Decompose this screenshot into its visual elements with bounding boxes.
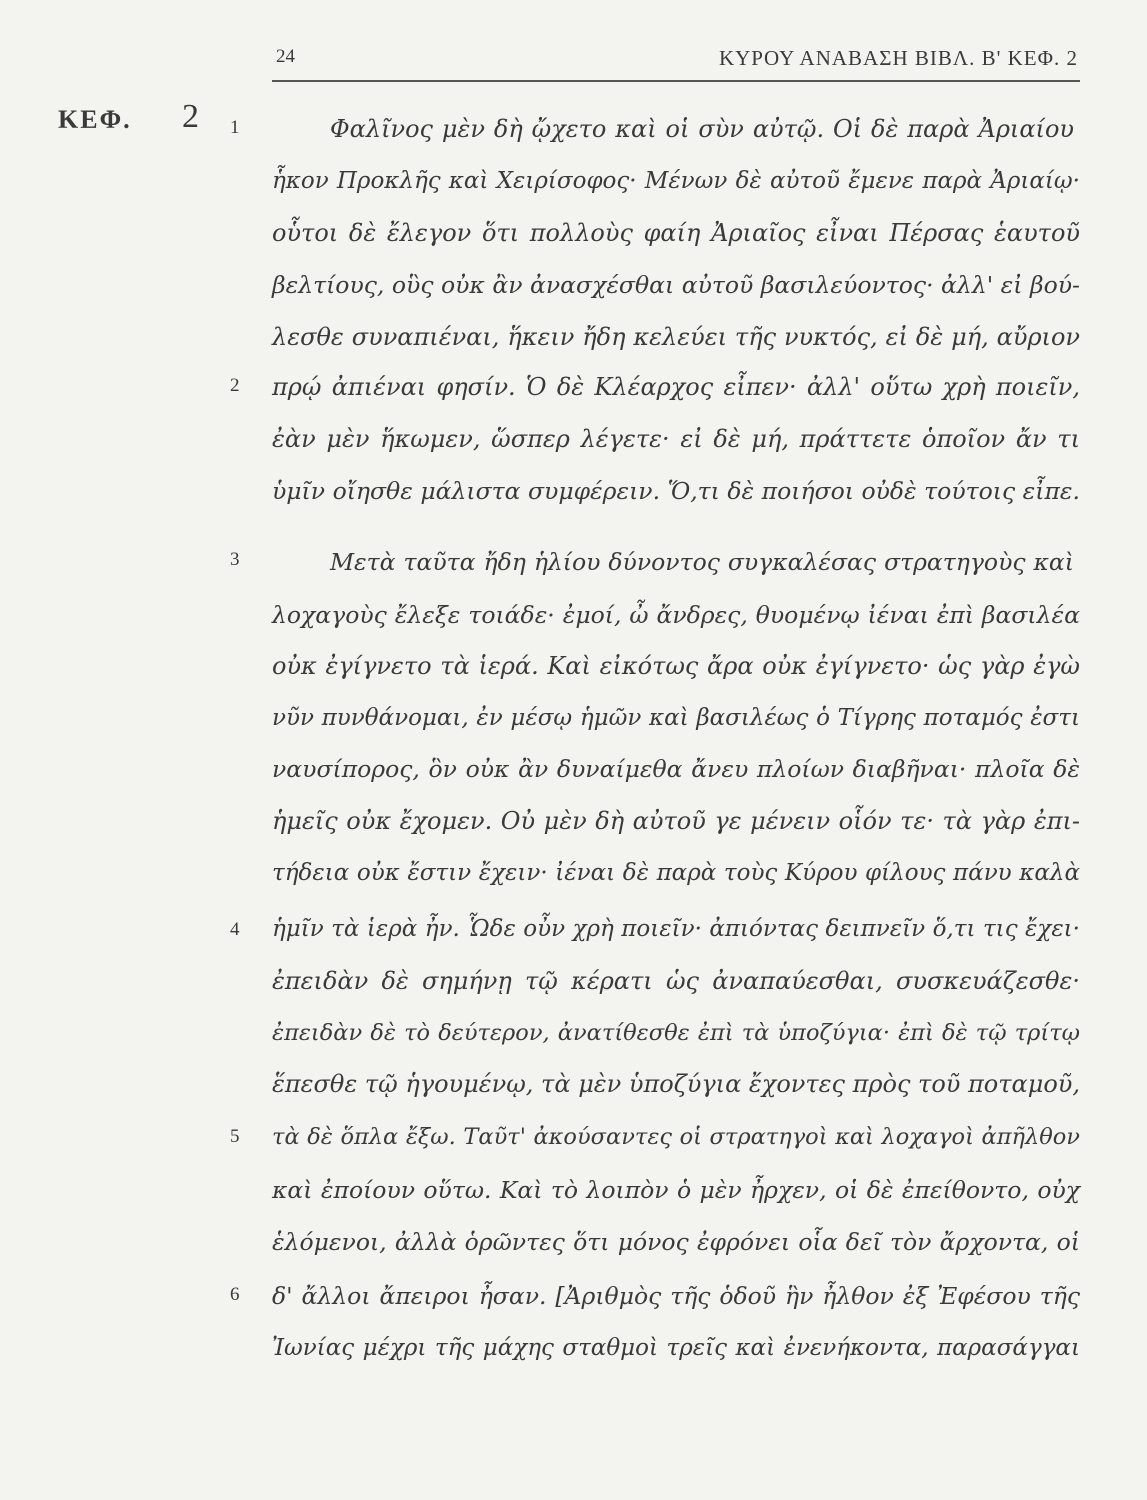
text-line: ἡμῖν τὰ ἱερὰ ἦν. Ὧδε οὖν χρὴ ποιεῖν· ἀπιόντας δειπνεῖν ὅ,τι τις ἔχει· [272,916,1080,942]
section-number: 6 [230,1284,240,1305]
text-line: Φαλῖνος μὲν δὴ ᾤχετο καὶ οἱ σὺν αὐτῷ. Οἱ δὲ παρὰ Ἀριαίου [330,115,1074,143]
text-line: λεσθε συναπιέναι, ἥκειν ἤδη κελεύει τῆς νυκτός, εἰ δὲ μή, αὔριον [272,323,1080,351]
text-line: νῦν πυνθάνομαι, ἐν μέσῳ ἡμῶν καὶ βασιλέως ὁ Τίγρης ποταμός ἐστι [272,705,1080,731]
text-line: πρῴ ἀπιέναι φησίν. Ὁ δὲ Κλέαρχος εἶπεν· ἀλλ' οὕτω χρὴ ποιεῖν, [272,373,1080,401]
section-number: 1 [230,117,240,138]
text-line: Μετὰ ταῦτα ἤδη ἡλίου δύνοντος συγκαλέσας στρατηγοὺς καὶ [330,548,1074,576]
text-line: δ' ἄλλοι ἄπειροι ἦσαν. [Ἀριθμὸς τῆς ὁδοῦ ἣν ἦλθον ἐξ Ἐφέσου τῆς [272,1282,1080,1310]
text-line: Ἰωνίας μέχρι τῆς μάχης σταθμοὶ τρεῖς καὶ ἐνενήκοντα, παρασάγγαι [272,1335,1080,1361]
text-line: οὐκ ἐγίγνετο τὰ ἱερά. Καὶ εἰκότως ἄρα οὐκ ἐγίγνετο· ὡς γὰρ ἐγὼ [272,652,1080,680]
text-line: ἑλόμενοι, ἀλλὰ ὁρῶντες ὅτι μόνος ἐφρόνει οἷα δεῖ τὸν ἄρχοντα, οἱ [272,1228,1080,1256]
section-number: 4 [230,919,240,940]
text-line: ἐπειδὰν δὲ σημήνῃ τῷ κέρατι ὡς ἀναπαύεσθαι, συσκευάζεσθε· [272,967,1080,995]
text-line: τὰ δὲ ὅπλα ἔξω. Ταῦτ' ἀκούσαντες οἱ στρατηγοὶ καὶ λοχαγοὶ ἀπῆλθον [272,1124,1080,1150]
text-line: ὑμῖν οἴησθε μάλιστα συμφέρειν. Ὅ,τι δὲ ποιήσοι οὐδὲ τούτοις εἶπε. [272,477,1080,505]
page-number: 24 [276,46,295,67]
page-header [272,40,1080,82]
chapter-number: 2 [182,98,199,135]
text-line: καὶ ἐποίουν οὕτω. Καὶ τὸ λοιπὸν ὁ μὲν ἦρχεν, οἱ δὲ ἐπείθοντο, οὐχ [272,1176,1080,1204]
section-number: 5 [230,1126,240,1147]
section-number: 3 [230,549,240,570]
chapter-label: ΚΕΦ. [58,105,132,134]
text-line: οὗτοι δὲ ἔλεγον ὅτι πολλοὺς φαίη Ἀριαῖος εἶναι Πέρσας ἑαυτοῦ [272,219,1080,247]
text-line: ἐὰν μὲν ἥκωμεν, ὥσπερ λέγετε· εἰ δὲ μή, πράττετε ὁποῖον ἄν τι [272,425,1080,453]
text-line: λοχαγοὺς ἔλεξε τοιάδε· ἐμοί, ὦ ἄνδρες, θυομένῳ ἰέναι ἐπὶ βασιλέα [272,601,1080,629]
text-line: ἐπειδὰν δὲ τὸ δεύτερον, ἀνατίθεσθε ἐπὶ τὰ ὑποζύγια· ἐπὶ δὲ τῷ τρίτῳ [272,1020,1080,1046]
text-line: τήδεια οὐκ ἔστιν ἔχειν· ἰέναι δὲ παρὰ τοὺς Κύρου φίλους πάνυ καλὰ [272,860,1080,886]
text-line: ἕπεσθε τῷ ἡγουμένῳ, τὰ μὲν ὑποζύγια ἔχοντες πρὸς τοῦ ποταμοῦ, [272,1070,1080,1098]
text-line: ἡμεῖς οὐκ ἔχομεν. Οὐ μὲν δὴ αὐτοῦ γε μένειν οἷόν τε· τὰ γὰρ ἐπι- [272,807,1080,835]
text-line: βελτίους, οὓς οὐκ ἂν ἀνασχέσθαι αὐτοῦ βασιλεύοντος· ἀλλ' εἰ βού- [272,271,1080,299]
running-title: ΚΥΡΟΥ ΑΝΑΒΑΣΗ ΒΙΒΛ. Β' ΚΕΦ. 2 [718,46,1078,70]
section-number: 2 [230,375,240,396]
text-line: ἧκον Προκλῆς καὶ Χειρίσοφος· Μένων δὲ αὐτοῦ ἔμενε παρὰ Ἀριαίῳ· [272,168,1080,194]
text-line: ναυσίπορος, ὃν οὐκ ἂν δυναίμεθα ἄνευ πλοίων διαβῆναι· πλοῖα δὲ [272,755,1080,783]
